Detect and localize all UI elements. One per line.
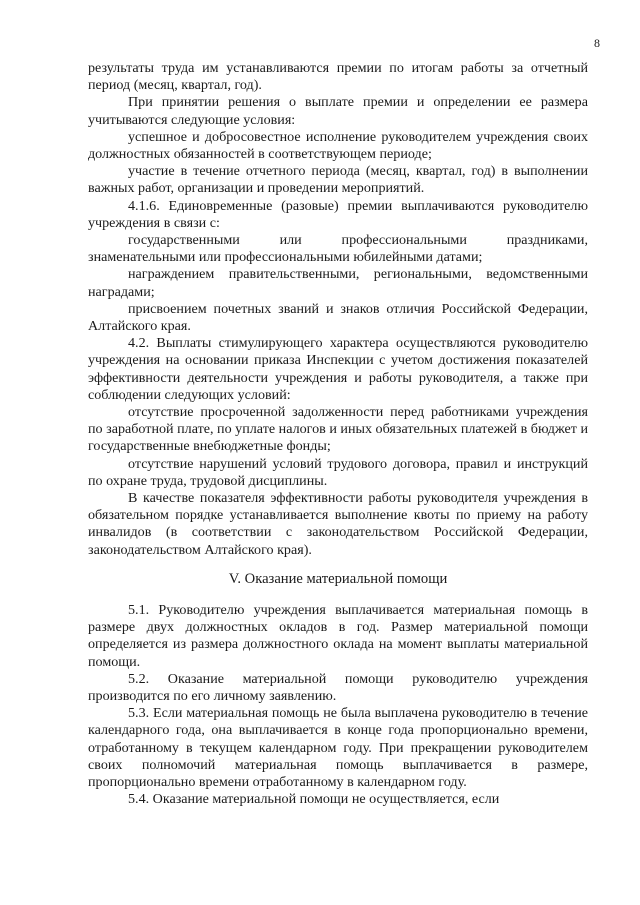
- paragraph: участие в течение отчетного периода (месяц, квартал, год) в выполнении важных работ, организации и проведении мероприятий.: [88, 163, 588, 197]
- paragraph: 5.1. Руководителю учреждения выплачивается материальная помощь в размере двух должностных окладов в год. Размер материальной помощи определяется из размера должностного оклада на момент выплаты материальной помощи.: [88, 601, 588, 670]
- document-body: [88, 60, 588, 808]
- paragraph: 4.1.6. Единовременные (разовые) премии выплачиваются руководителю учреждения в связи с:: [88, 197, 588, 231]
- paragraph: В качестве показателя эффективности работы руководителя учреждения в обязательном порядке устанавливается выполнение квоты по приему на работу инвалидов (в соответствии с законодательством Российской Федерации, законодательством Алтайского края).: [88, 490, 588, 558]
- paragraph: успешное и добросовестное исполнение руководителем учреждения своих должностных обязанностей в соответствующем периоде;: [88, 128, 588, 163]
- paragraph: 5.3. Если материальная помощь не была выплачена руководителю в течение календарного года, она выплачивается в конце года пропорционально времени, отработанному в текущем календарном году. При прекращении руководителем своих полномочий материальная помощь выплачивается в размере, пропорционально времени отработанному в календарном году.: [88, 705, 588, 790]
- paragraph: результаты труда им устанавливаются премии по итогам работы за отчетный период (месяц, квартал, год).: [88, 60, 588, 94]
- paragraph: 4.2. Выплаты стимулирующего характера осуществляются руководителю учреждения на основании приказа Инспекции с учетом достижения показателей эффективности деятельности учреждения и работы руководителя, а также при соблюдении следующих условий:: [88, 335, 588, 403]
- paragraph: При принятии решения о выплате премии и определении ее размера учитываются следующие условия:: [88, 94, 588, 128]
- paragraph: отсутствие нарушений условий трудового договора, правил и инструкций по охране труда, трудовой дисциплины.: [88, 455, 588, 489]
- paragraph: отсутствие просроченной задолженности перед работниками учреждения по заработной плате, по уплате налогов и иных обязательных платежей в бюджет и государственные внебюджетные фонды;: [88, 404, 588, 455]
- paragraph: награждением правительственными, региональными, ведомственными наградами;: [88, 266, 588, 300]
- paragraph: государственными или профессиональными праздниками, знаменательными или профессиональными юбилейными датами;: [88, 232, 588, 266]
- paragraph: 5.4. Оказание материальной помощи не осуществляется, если: [128, 791, 500, 808]
- paragraph: присвоением почетных званий и знаков отличия Российской Федерации, Алтайского края.: [88, 300, 588, 335]
- section-title: V. Оказание материальной помощи: [228, 570, 448, 587]
- paragraph: 5.2. Оказание материальной помощи руководителю учреждения производится по его личному заявлению.: [88, 670, 588, 704]
- page-number: 8: [594, 36, 600, 50]
